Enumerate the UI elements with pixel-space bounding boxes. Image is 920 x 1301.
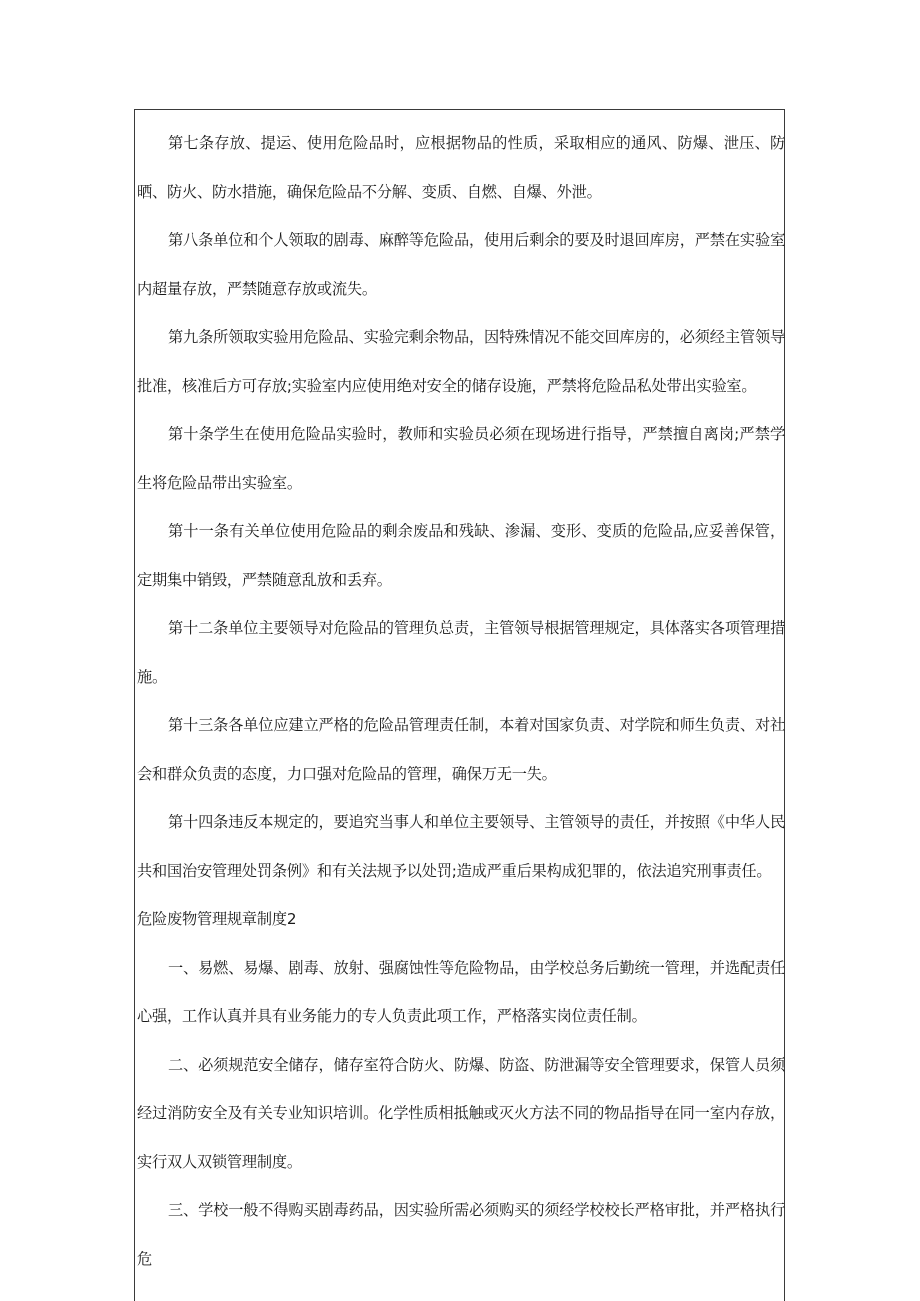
section-title: 危险废物管理规章制度2 [137,910,297,928]
article-11: 第十一条有关单位使用危险品的剩余废品和残缺、渗漏、变形、变质的危险品,应妥善保管，定期集中销毁，严禁随意乱放和丢弃。 [137,522,785,589]
article-13: 第十三条各单位应建立严格的危险品管理责任制，本着对国家负责、对学院和师生负责、对社会和群众负责的态度，力口强对危险品的管理，确保万无一失。 [137,716,785,783]
section-item-3: 三、学校一般不得购买剧毒药品，因实验所需必须购买的须经学校校长严格审批，并严格执行危 [137,1201,785,1268]
document-body [137,109,785,1283]
section-item-1: 一、易燃、易爆、剧毒、放射、强腐蚀性等危险物品，由学校总务后勤统一管理，并选配责任心强，工作认真并具有业务能力的专人负责此项工作，严格落实岗位责任制。 [137,958,785,1025]
article-9: 第九条所领取实验用危险品、实验完剩余物品，因特殊情况不能交回库房的，必须经主管领导批准，核准后方可存放;实验室内应使用绝对安全的储存设施，严禁将危险品私处带出实验室。 [137,328,785,395]
article-10: 第十条学生在使用危险品实验时，教师和实验员必须在现场进行指导，严禁擅自离岗;严禁学生将危险品带出实验室。 [137,425,785,492]
section-item-2: 二、必须规范安全储存，储存室符合防火、防爆、防盗、防泄漏等安全管理要求，保管人员须经过消防安全及有关专业知识培训。化学性质相抵触或灭火方法不同的物品指导在同一室内存放，实行双人双锁管理制度。 [137,1055,785,1171]
article-12: 第十二条单位主要领导对危险品的管理负总责，主管领导根据管理规定，具体落实各项管理措施。 [137,619,785,686]
article-7: 第七条存放、提运、使用危险品时，应根据物品的性质，采取相应的通风、防爆、泄压、防晒、防火、防水措施，确保危险品不分解、变质、自燃、自爆、外泄。 [137,134,785,201]
article-8: 第八条单位和个人领取的剧毒、麻醉等危险品，使用后剩余的要及时退回库房，严禁在实验室内超量存放，严禁随意存放或流失。 [137,231,785,298]
article-14: 第十四条违反本规定的，要追究当事人和单位主要领导、主管领导的责任，并按照《中华人民共和国治安管理处罚条例》和有关法规予以处罚;造成严重后果构成犯罪的，依法追究刑事责任。 [137,813,785,880]
